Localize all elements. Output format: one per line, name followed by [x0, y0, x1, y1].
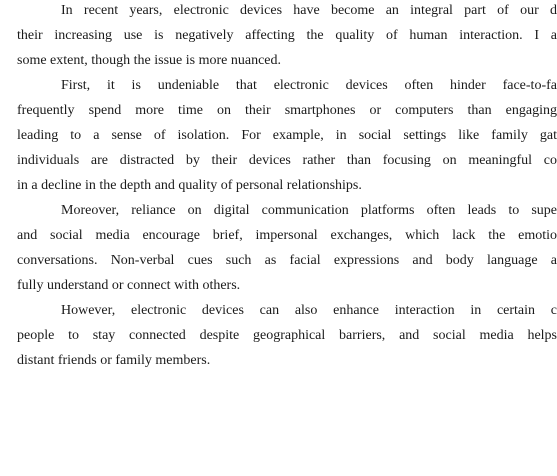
text-line: people to stay connected despite geographical barriers, and social media helps: [17, 328, 557, 343]
text-line: However, electronic devices can also enhance interaction in certain c: [61, 303, 557, 318]
paragraph-3: [17, 198, 557, 298]
text-line: their increasing use is negatively affecting the quality of human interaction. I a: [17, 28, 557, 43]
essay-body: [17, 0, 557, 373]
text-line: some extent, though the issue is more nuanced.: [17, 53, 281, 68]
text-line: frequently spend more time on their smartphones or computers than engaging: [17, 103, 557, 118]
text-line: In recent years, electronic devices have become an integral part of our d: [61, 3, 557, 18]
paragraph-2: [17, 73, 557, 198]
text-line: individuals are distracted by their devices rather than focusing on meaningful co: [17, 153, 557, 168]
text-line: fully understand or connect with others.: [17, 278, 241, 293]
text-line: leading to a sense of isolation. For example, in social settings like family gat: [17, 128, 557, 143]
text-line: in a decline in the depth and quality of personal relationships.: [17, 178, 362, 193]
text-line: and social media encourage brief, impersonal exchanges, which lack the emotio: [17, 228, 557, 243]
paragraph-4: [17, 298, 557, 373]
text-line: Moreover, reliance on digital communication platforms often leads to supe: [61, 203, 557, 218]
text-line: conversations. Non-verbal cues such as facial expressions and body language a: [17, 253, 557, 268]
text-line: distant friends or family members.: [17, 353, 211, 368]
paragraph-1: [17, 0, 557, 73]
text-line: First, it is undeniable that electronic devices often hinder face-to-fa: [61, 78, 557, 93]
